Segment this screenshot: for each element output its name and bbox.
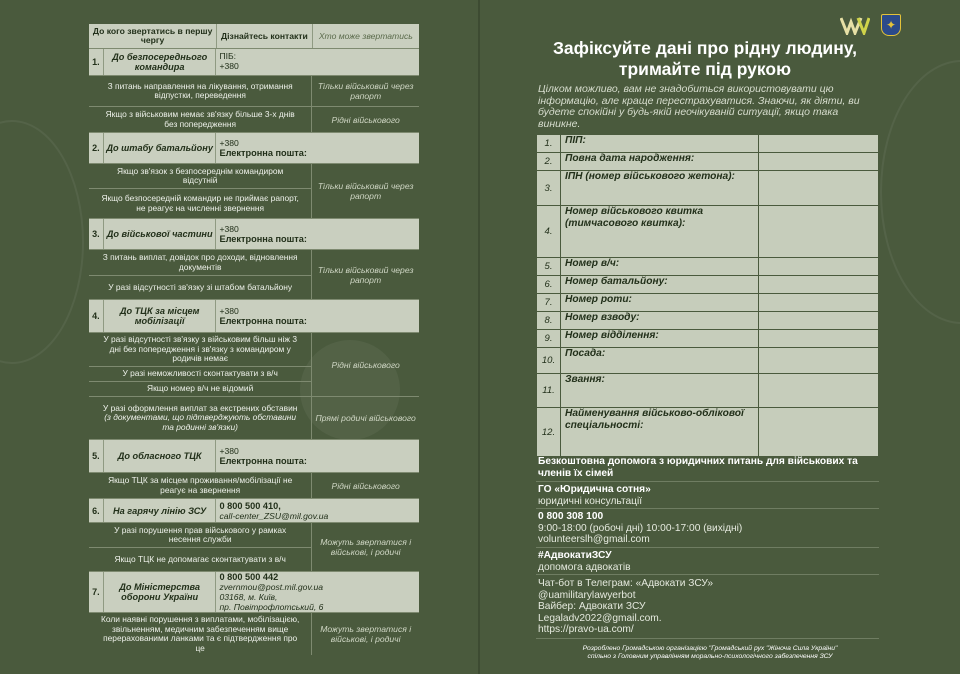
free-help-title: Безкоштовна допомога з юридичних питань для військових та членів їх сімей (538, 456, 858, 479)
contact-line: +380 (219, 446, 239, 456)
chatbot-block (538, 578, 878, 636)
section-contacts (216, 572, 419, 612)
section-contacts (216, 440, 419, 472)
form-row-value[interactable] (759, 258, 879, 276)
form-row-label: ПІП: (561, 135, 759, 153)
section-contacts (216, 219, 419, 249)
contact-line: 03168, м. Київ, (219, 592, 278, 602)
credit-text (535, 645, 885, 661)
form-row-value[interactable] (759, 348, 879, 374)
table-header (89, 24, 419, 48)
chatbot-handle[interactable]: @uamilitarylawyerbot (538, 589, 636, 601)
case-group (89, 472, 419, 498)
form-row (537, 312, 879, 330)
case-group (89, 612, 419, 655)
contact-line: Електронна пошта: (219, 148, 307, 158)
case-group (89, 249, 419, 299)
credit-line: Розроблено Громадською організацією "Громадський рух "Жіноча Сила України" (582, 645, 838, 652)
form-row (537, 294, 879, 312)
contact-line: +380 (219, 61, 239, 71)
section-number: 6. (89, 499, 104, 522)
contact-line: +380 (219, 138, 239, 148)
case-item: Якщо номер в/ч не відомий (89, 381, 311, 396)
page-title: Зафіксуйте дані про рідну людину, тримайте під рукою (552, 38, 858, 79)
form-row-number: 8. (537, 312, 561, 330)
case-note: (з документами, що підтверджують обставини та родинні зв'язки) (104, 412, 297, 432)
form-row-value[interactable] (759, 408, 879, 457)
form-row-label: Повна дата народження: (561, 153, 759, 171)
form-row-label: Номер відділення: (561, 330, 759, 348)
section-title: До безпосереднього командира (104, 49, 217, 75)
form-row-label: Номер військового квитка (тимчасового квитка): (561, 206, 759, 258)
form-row-label: Звання: (561, 374, 759, 408)
chatbot-email[interactable]: Legaladv2022@gmail.com. (538, 612, 662, 624)
form-row-value[interactable] (759, 206, 879, 258)
section-title: До Міністерства оборони України (104, 572, 217, 612)
form-row-label: Номер в/ч: (561, 258, 759, 276)
form-row-number: 12. (537, 408, 561, 457)
form-row-number: 11. (537, 374, 561, 408)
case-item: У разі відсутності зв'язку зі штабом батальйону (89, 275, 311, 299)
contact-line: ПІБ: (219, 51, 237, 61)
contact-line: Електронна пошта: (219, 234, 307, 244)
case-item: Якщо ТЦК за місцем проживання/мобілізації не реагує на звернення (108, 475, 293, 495)
case-group (89, 163, 419, 218)
case-item: Якщо з військовим немає зв'язку більше 3-х днів без попередження (105, 109, 295, 129)
section-row (89, 132, 419, 163)
section-number: 5. (89, 440, 104, 472)
section-number: 7. (89, 572, 104, 612)
form-row-number: 6. (537, 276, 561, 294)
intro-text: Цілком можливо, вам не знадобиться використовувати цю інформацію, але краще перестрахуватися. Знаючи, як діяти, ви будете спокійні у будь-якій неочікуваній ситуації, якщо така виникне. (538, 83, 860, 130)
form-row (537, 206, 879, 258)
form-row-label: Номер роти: (561, 294, 759, 312)
form-row-number: 3. (537, 171, 561, 206)
contact-line: +380 (219, 306, 239, 316)
contact-line: Електронна пошта: (219, 316, 307, 326)
hotline-phone: 0 800 308 100 (538, 511, 604, 522)
form-row-value[interactable] (759, 276, 879, 294)
divider (536, 638, 879, 639)
form-row-value[interactable] (759, 294, 879, 312)
case-item: У разі порушення прав військового у рамках несення служби (114, 524, 287, 544)
section-row (89, 571, 419, 612)
contact-line: пр. Повітрофлотський, 6 (219, 602, 324, 612)
form-row-label: Посада: (561, 348, 759, 374)
form-row-value[interactable] (759, 374, 879, 408)
who-can-apply: Рідні військового (331, 359, 400, 370)
form-row (537, 276, 879, 294)
section-contacts (216, 499, 419, 522)
form-row-label: Номер взводу: (561, 312, 759, 330)
form-row-label: Найменування військово-облікової спеціальності: (561, 408, 759, 457)
case-group (89, 332, 419, 396)
viber-line (538, 601, 878, 613)
hotline-block (538, 511, 878, 546)
contact-line: zvernmou@post.mil.gov.ua (219, 582, 324, 592)
who-can-apply: Тільки військовий через рапорт (317, 181, 414, 201)
section-number: 4. (89, 300, 104, 332)
divider (536, 547, 879, 548)
case-item: У разі відсутності зв'язку з військовим більш ніж 3 дні без попередження і зв'язку з командиром у родичів немає (103, 334, 298, 364)
hotline-email[interactable]: volunteerslh@gmail.com (538, 534, 650, 545)
who-can-apply: Тільки військовий через рапорт (317, 81, 414, 101)
decor-ornament (880, 60, 960, 324)
section-title: До штабу батальйону (104, 133, 217, 163)
org-desc: юридичні консультації (538, 495, 643, 507)
section-number: 2. (89, 133, 104, 163)
case-group (89, 75, 419, 106)
org-name: ГО «Юридична сотня» (538, 484, 651, 495)
contacts-table (89, 24, 419, 655)
case-item: Якщо ТЦК не допомагає сконтактувати з в/ч (89, 547, 311, 571)
form-row-number: 5. (537, 258, 561, 276)
form-row (537, 171, 879, 206)
form-row-value[interactable] (759, 330, 879, 348)
form-row-label: ІПН (номер військового жетона): (561, 171, 759, 206)
case-item: У разі неможливості сконтактувати з в/ч (89, 366, 311, 381)
header-whom: До кого звертатись в першу чергу (89, 24, 217, 48)
section-row (89, 48, 419, 75)
case-group (89, 396, 419, 439)
section-title: До обласного ТЦК (104, 440, 217, 472)
form-row-number: 1. (537, 135, 561, 153)
section-title: До ТЦК за місцем мобілізації (104, 300, 217, 332)
contact-line: Електронна пошта: (219, 456, 307, 466)
page-fold (478, 0, 480, 674)
who-can-apply: Тільки військовий через рапорт (317, 264, 414, 285)
case-item: З питань виплат, довідок про доходи, відновлення документів (102, 252, 298, 272)
org-name: #АдвокатиЗСУ (538, 550, 612, 561)
hotline-hours: 9:00-18:00 (робочі дні) 10:00-17:00 (вихідні) (538, 522, 743, 534)
header-contacts: Дізнайтесь контакти (217, 24, 312, 48)
form-row (537, 135, 879, 153)
case-item: Якщо безпосередній командир не приймає рапорт, не реагує на численні звернення (89, 188, 311, 218)
form-row (537, 348, 879, 374)
form-row (537, 408, 879, 457)
form-row-value[interactable] (759, 153, 879, 171)
section-contacts (216, 49, 419, 75)
credit-line: спільно з Головним управлінням морально-психологічного забезпечення ЗСУ (587, 653, 833, 660)
form-row-number: 7. (537, 294, 561, 312)
divider (536, 508, 879, 509)
section-row (89, 218, 419, 249)
section-number: 1. (89, 49, 104, 75)
case-item: З питань направлення на лікування, отримання відпустки, переведення (107, 80, 293, 100)
section-row (89, 498, 419, 522)
section-row (89, 439, 419, 472)
who-can-apply: Можуть звертатися і військові, і родичі (320, 624, 412, 644)
case-item: Якщо зв'язок з безпосереднім командиром відсутній (117, 165, 284, 185)
viber-name: Адвокати ЗСУ (578, 601, 646, 612)
form-row (537, 330, 879, 348)
form-row-label: Номер батальйону: (561, 276, 759, 294)
organization-logo-icon (840, 16, 870, 35)
form-row-number: 4. (537, 206, 561, 258)
form-row-number: 10. (537, 348, 561, 374)
header-who-can: Хто може звертатись (318, 30, 413, 41)
section-contacts (216, 300, 419, 332)
section-title: На гарячу лінію ЗСУ (104, 499, 217, 522)
form-row (537, 258, 879, 276)
section-contacts (216, 133, 419, 163)
contact-line: +380 (219, 224, 239, 234)
who-can-apply: Можуть звертатися і військові, і родичі (320, 537, 412, 557)
case-item (89, 397, 311, 439)
contact-line: 0 800 500 410, (219, 500, 281, 511)
chatbot-line: Чат-бот в Телеграм: «Адвокати ЗСУ» (538, 578, 714, 589)
viber-prefix: Вайбер: (538, 601, 577, 612)
org-legal-hundred (538, 484, 878, 507)
form-row-value[interactable] (759, 135, 879, 153)
form-row-number: 9. (537, 330, 561, 348)
contact-line: call-center_ZSU@mil.gov.ua (219, 510, 329, 521)
who-can-apply: Прямі родичі військового (315, 413, 416, 423)
form-row-value[interactable] (759, 171, 879, 206)
section-title: До військової частини (104, 219, 217, 249)
case-item: Коли наявні порушення з виплатами, мобілізацією, звільненням, медичним забезпеченням вище перерахованими ланками та є підтвердження про це (101, 614, 300, 653)
personal-data-form (536, 134, 879, 457)
case-group (89, 106, 419, 132)
divider (536, 574, 879, 575)
form-row-value[interactable] (759, 312, 879, 330)
org-lawyers (538, 550, 878, 573)
divider (536, 481, 879, 482)
decor-ornament (0, 120, 84, 364)
form-row (537, 153, 879, 171)
section-number: 3. (89, 219, 104, 249)
who-can-apply: Рідні військового (331, 114, 400, 125)
section-row (89, 299, 419, 332)
org-desc: допомога адвокатів (538, 561, 631, 573)
case-text: У разі оформлення виплат за екстрених обставин (102, 402, 298, 413)
who-can-apply: Рідні військового (331, 480, 400, 491)
case-group (89, 522, 419, 571)
coat-of-arms-icon: ✦ (881, 14, 901, 36)
contact-line: 0 800 500 442 (219, 572, 279, 582)
form-row (537, 374, 879, 408)
form-row-number: 2. (537, 153, 561, 171)
chatbot-website[interactable]: https://pravo-ua.com/ (538, 624, 634, 635)
